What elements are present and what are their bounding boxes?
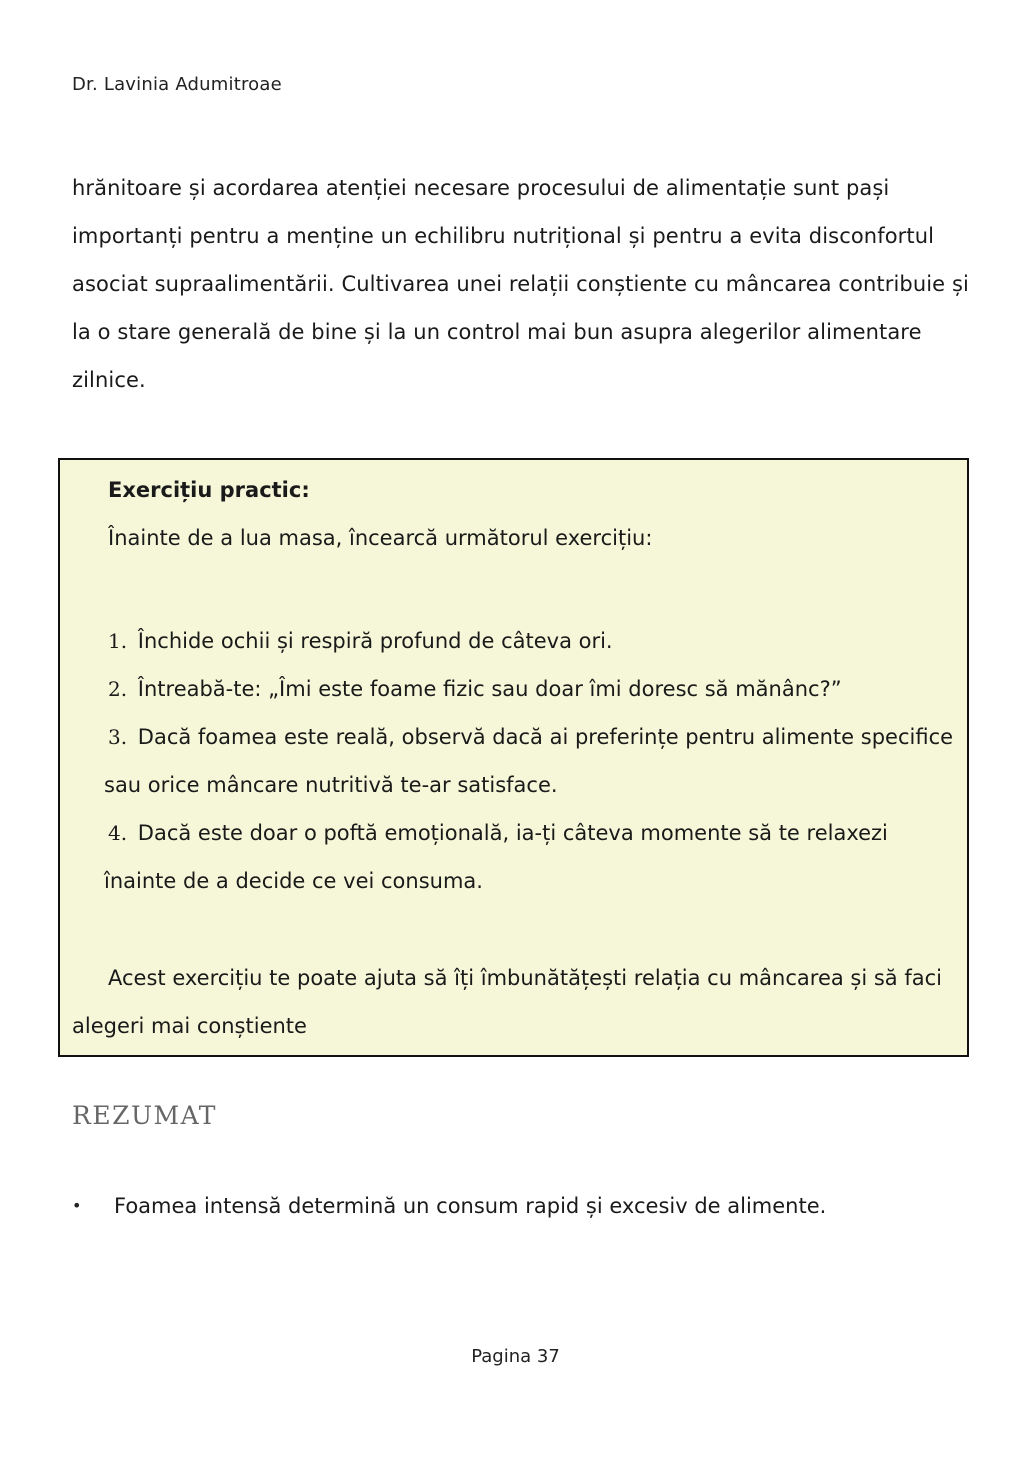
step-text: Închide ochii și respiră profund de câteva ori. [137,629,613,653]
summary-bullet-list [72,1190,972,1222]
bullet-text: Foamea intensă determină un consum rapid și excesiv de alimente. [114,1194,827,1218]
exercise-step [104,617,954,665]
step-number: 1. [108,629,128,653]
step-text: Dacă este doar o poftă emoțională, ia-ți câteva momente să te relaxezi înainte de a decide ce vei consuma. [104,821,888,893]
exercise-conclusion: Acest exercițiu te poate ajuta să îți îmbunătățești relația cu mâncarea și să faci alegeri mai conștiente [72,966,942,1038]
exercise-steps [104,617,954,905]
page-number: Pagina 37 [471,1346,560,1367]
bullet-icon: • [72,1196,82,1215]
exercise-intro: Înainte de a lua masa, încearcă următorul exercițiu: [108,526,653,550]
exercise-step [104,713,954,809]
step-text: Întreabă-te: „Îmi este foame fizic sau doar îmi doresc să mănânc?” [137,677,842,701]
step-number: 4. [108,821,128,845]
exercise-step [104,809,954,905]
page-header-author: Dr. Lavinia Adumitroae [72,74,282,95]
step-text: Dacă foamea este reală, observă dacă ai preferințe pentru alimente specifice sau orice mâncare nutritivă te-ar satisface. [104,725,954,797]
summary-bullet-item [72,1190,972,1222]
exercise-box [58,458,969,1057]
exercise-step [104,665,954,713]
body-paragraph: hrănitoare și acordarea atenției necesare procesului de alimentație sunt pași importanți pentru a menține un echilibru nutrițional și pentru a evita disconfortul asociat supraalimentării. Cultivarea unei relații conștiente cu mâncarea contribuie și la o stare generală de bine și la un control mai bun asupra alegerilor alimentare zilnice. [72,176,969,392]
summary-heading: REZUMAT [72,1101,217,1130]
exercise-title: Exercițiu practic: [108,478,310,502]
step-number: 3. [108,725,128,749]
step-number: 2. [108,677,128,701]
